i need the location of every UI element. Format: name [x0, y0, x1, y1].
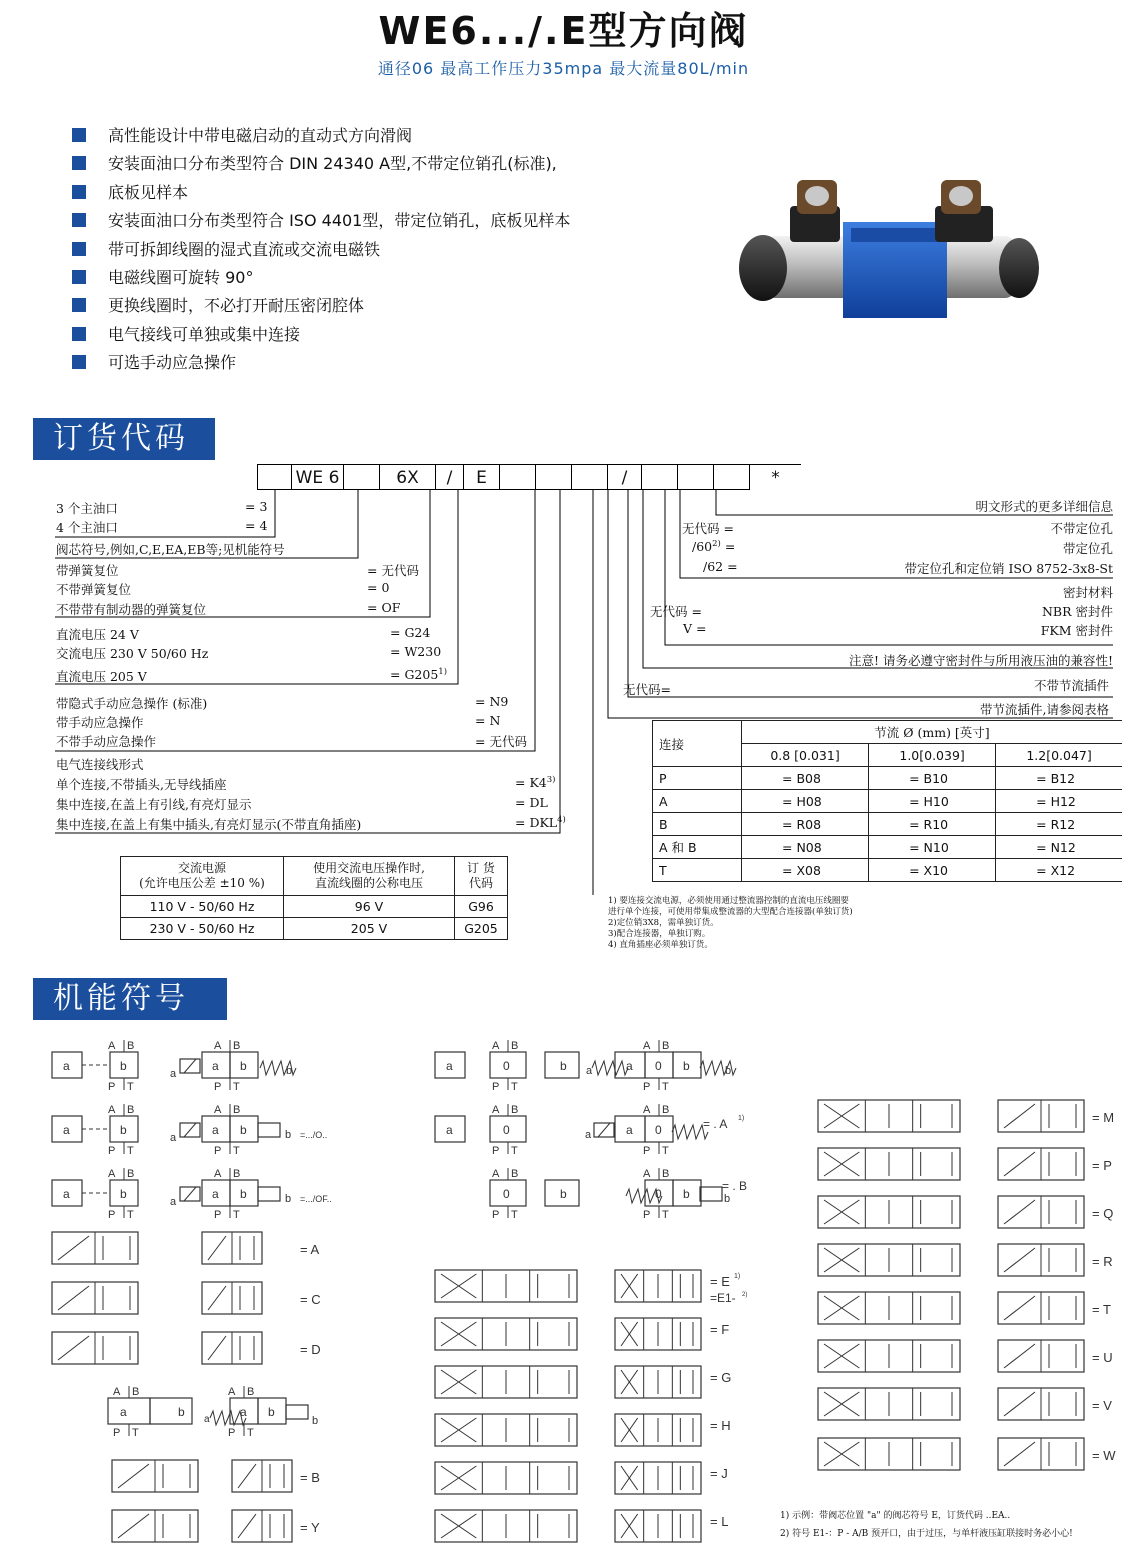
position-b-label: b	[560, 1059, 567, 1073]
no-throttle-label: 不带节流插件	[1033, 678, 1109, 693]
port-a-label: A	[492, 1104, 500, 1116]
symbol-label: b	[268, 1405, 275, 1419]
symbol-part	[208, 1236, 226, 1260]
port-b-label: B	[127, 1040, 135, 1052]
port-p-label: P	[108, 1081, 116, 1093]
variant-code: = T	[1092, 1302, 1111, 1317]
bullet-square-icon	[72, 128, 86, 142]
port-a-label: A	[108, 1104, 116, 1116]
page-subtitle: 通径06 最高工作压力35mpa 最大流量80L/min	[377, 59, 750, 78]
position-b-label: b	[120, 1123, 127, 1137]
order-option-code: = W230	[390, 644, 442, 659]
feature-text: 安装面油口分布类型符合 DIN 24340 A型,不带定位销孔(标准),	[108, 154, 557, 174]
symbol-part	[1004, 1344, 1035, 1368]
symbol-label: b	[683, 1059, 690, 1073]
symbol-part	[1004, 1152, 1035, 1176]
table-cell: = X12	[996, 859, 1122, 882]
position-b-label: b	[240, 1187, 247, 1201]
variant-code: = V	[1092, 1398, 1112, 1413]
order-option-label: 电气连接线形式	[56, 757, 144, 772]
position-a-label: a	[170, 1068, 177, 1080]
position-a-label: a	[63, 1059, 70, 1073]
port-a-label: A	[643, 1104, 651, 1116]
symbol-label: 0	[655, 1187, 662, 1201]
order-option-code: = OF	[367, 600, 401, 615]
symbol-part	[208, 1286, 226, 1310]
variant-code: = J	[710, 1466, 728, 1481]
variant-code: =.../OF..	[300, 1194, 332, 1204]
port-b-label: B	[511, 1168, 519, 1180]
feature-text: 电磁线圈可旋转 90°	[108, 268, 254, 287]
order-option-label: 集中连接,在盖上有引线,有亮灯显示	[56, 797, 252, 812]
table-cell: G96	[455, 896, 508, 918]
symbol-part	[1004, 1104, 1035, 1128]
variant-code: =.../O..	[300, 1130, 328, 1140]
superscript: 1)	[734, 1273, 741, 1280]
pin-none-code: 无代码 =	[682, 521, 734, 536]
order-option-label: 交流电压 230 V 50/60 Hz	[56, 646, 209, 661]
no-pin-label: 不带定位孔	[1050, 521, 1113, 536]
solenoid-icon	[184, 1123, 196, 1137]
variant-code: = D	[300, 1342, 321, 1357]
port-b-label: B	[662, 1040, 670, 1052]
table-cell: = B10	[869, 767, 996, 790]
symbol-part	[1004, 1248, 1035, 1272]
feature-text: 更换线圈时，不必打开耐压密闭腔体	[108, 296, 365, 316]
symbol-note-1: 1) 示例：带阀芯位置 "a" 的阀芯符号 E，订货代码 ..EA..	[780, 1511, 1011, 1521]
position-a-label: a	[204, 1414, 210, 1425]
pin-60-code: /60$^{2)}$ =	[692, 539, 736, 555]
superscript: 1)	[738, 1115, 745, 1122]
feature-item	[72, 207, 570, 235]
order-option-code: = $K4^{3)}$	[515, 775, 556, 791]
symbol-part	[238, 1514, 256, 1538]
nbr-label: NBR 密封件	[1041, 604, 1113, 619]
symbol-box	[108, 1398, 150, 1424]
position-b-label: b	[240, 1123, 247, 1137]
position-b-label: b	[286, 1065, 293, 1077]
table-cell: 205 V	[284, 918, 455, 940]
code-box	[499, 464, 535, 490]
port-b-label: B	[662, 1168, 670, 1180]
position-a-label: a	[63, 1123, 70, 1137]
feature-item	[72, 236, 380, 264]
variant-code: = H	[710, 1418, 731, 1433]
footnote: 进行单个连接，可使用带集成整流器的大型配合连接器(单独订货)	[608, 907, 853, 917]
table-cell: A	[653, 790, 742, 813]
valve-photo	[735, 178, 1040, 318]
symbol-box	[258, 1123, 280, 1137]
order-option-code: = N9	[475, 694, 509, 709]
table-cell: = N10	[869, 836, 996, 859]
feature-item	[72, 150, 557, 178]
port-a-label: A	[228, 1386, 236, 1398]
port-t-label: T	[662, 1081, 669, 1093]
port-t-label: T	[233, 1145, 240, 1157]
feature-text: 带可拆卸线圈的湿式直流或交流电磁铁	[108, 239, 381, 259]
bullet-square-icon	[72, 213, 86, 227]
throttle-header: 节流 Ø (mm) [英寸]	[742, 721, 1123, 744]
seal-material-label: 密封材料	[1062, 585, 1113, 600]
feature-text: 安装面油口分布类型符合 ISO 4401型，带定位销孔，底板见样本	[108, 211, 571, 231]
feature-item	[72, 179, 188, 207]
order-option-label: 4 个主油口	[56, 520, 118, 535]
port-b-label: B	[233, 1040, 241, 1052]
table-cell: T	[653, 859, 742, 882]
power-header-2: 使用交流电压操作时, 直流线圈的公称电压	[284, 857, 455, 896]
port-b-label: B	[247, 1386, 255, 1398]
variant-code: = W	[1092, 1448, 1116, 1463]
order-option-code: = N	[475, 713, 501, 728]
port-b-label: B	[132, 1386, 140, 1398]
port-b-label: B	[127, 1104, 135, 1116]
order-option-label: 直流电压 205 V	[56, 669, 147, 684]
order-option-label: 带手动应急操作	[56, 715, 144, 730]
port-t-label: T	[127, 1209, 134, 1221]
table-row	[653, 836, 1123, 859]
code-box: *	[749, 464, 801, 490]
solenoid-icon	[598, 1123, 610, 1137]
table-cell: = N08	[742, 836, 869, 859]
footnote: 2)定位销3X8，需单独订货。	[608, 918, 719, 928]
feature-item	[72, 264, 253, 292]
variant-code: = U	[1092, 1350, 1113, 1365]
port-t-label: T	[662, 1145, 669, 1157]
bullet-square-icon	[72, 355, 86, 369]
port-a-label: A	[113, 1386, 121, 1398]
port-p-label: P	[492, 1081, 500, 1093]
seal-note: 注意! 请务必遵守密封件与所用液压油的兼容性!	[848, 653, 1113, 668]
section-symbols-banner: 机能符号	[33, 978, 227, 1020]
power-supply-table	[120, 856, 508, 940]
port-p-label: P	[643, 1081, 651, 1093]
throttle-size: 0.8 [0.031]	[742, 744, 869, 767]
table-row	[653, 813, 1123, 836]
code-box: /	[435, 464, 463, 490]
position-a-label: a	[585, 1129, 592, 1141]
symbol-part	[118, 1464, 149, 1488]
order-option-code: = G24	[390, 625, 431, 640]
port-b-label: B	[233, 1168, 241, 1180]
throttle-table	[652, 720, 1122, 882]
order-option-label: 阀芯符号,例如,C,E,EA,EB等;见机能符号	[56, 542, 285, 557]
code-box	[641, 464, 677, 490]
more-info-label: 明文形式的更多详细信息	[975, 499, 1113, 514]
order-option-code: = 无代码	[367, 563, 419, 578]
code-box	[571, 464, 607, 490]
position-0-label: 0	[503, 1187, 510, 1201]
port-t-label: T	[127, 1081, 134, 1093]
port-t-label: T	[233, 1081, 240, 1093]
code-box: /	[607, 464, 641, 490]
symbol-part	[1004, 1392, 1035, 1416]
order-option-label: 不带带有制动器的弹簧复位	[56, 602, 207, 617]
seal-v-code: V =	[683, 621, 707, 636]
symbol-label: a	[120, 1405, 127, 1419]
symbol-box	[286, 1405, 308, 1419]
table-cell: G205	[455, 918, 508, 940]
position-a-label: a	[446, 1123, 453, 1137]
port-a-label: A	[108, 1040, 116, 1052]
spring-icon	[592, 1061, 628, 1075]
port-p-label: P	[108, 1145, 116, 1157]
port-t-label: T	[247, 1427, 254, 1439]
code-box: 6X	[379, 464, 435, 490]
solenoid-icon	[184, 1059, 196, 1073]
code-box: WE 6	[291, 464, 343, 490]
variant-code: = . A	[703, 1117, 728, 1131]
symbol-box	[150, 1398, 192, 1424]
throttle-none-code: 无代码=	[623, 682, 671, 697]
port-a-label: A	[492, 1040, 500, 1052]
table-cell: A 和 B	[653, 836, 742, 859]
table-cell: = X08	[742, 859, 869, 882]
symbol-label: a	[240, 1405, 247, 1419]
code-box	[713, 464, 749, 490]
position-b-label: b	[120, 1059, 127, 1073]
port-a-label: A	[643, 1168, 651, 1180]
code-box	[257, 464, 291, 490]
position-a-label: a	[626, 1059, 633, 1073]
port-a-label: A	[108, 1168, 116, 1180]
symbol-part	[238, 1464, 256, 1488]
seal-none-code: 无代码 =	[650, 604, 702, 619]
variant-code: = A	[300, 1242, 320, 1257]
table-cell: 96 V	[284, 896, 455, 918]
variant-code: = . B	[722, 1179, 748, 1193]
variant-code: = B	[300, 1470, 320, 1485]
position-a-label: a	[212, 1123, 219, 1137]
table-cell: 230 V - 50/60 Hz	[121, 918, 284, 940]
table-row	[653, 790, 1123, 813]
position-0-label: 0	[503, 1123, 510, 1137]
symbol-box	[700, 1187, 722, 1201]
order-option-label: 带弹簧复位	[56, 563, 119, 578]
port-t-label: T	[511, 1081, 518, 1093]
port-t-label: T	[511, 1145, 518, 1157]
order-option-label: 直流电压 24 V	[56, 627, 139, 642]
variant-code: = M	[1092, 1110, 1115, 1125]
symbol-label: 0	[655, 1059, 662, 1073]
bullet-square-icon	[72, 298, 86, 312]
port-p-label: P	[643, 1209, 651, 1221]
symbol-part	[58, 1336, 89, 1360]
variant-code: =E1-	[710, 1291, 736, 1305]
port-p-label: P	[228, 1427, 236, 1439]
code-box	[535, 464, 571, 490]
position-0-label: 0	[503, 1059, 510, 1073]
with-pin-label: 带定位孔	[1062, 541, 1113, 556]
table-cell: = R10	[869, 813, 996, 836]
table-cell: = R12	[996, 813, 1122, 836]
bullet-square-icon	[72, 327, 86, 341]
variant-code: = Q	[1092, 1206, 1114, 1221]
table-row	[121, 896, 508, 918]
table-cell: = B08	[742, 767, 869, 790]
symbol-part	[1004, 1442, 1035, 1466]
port-a-label: A	[643, 1040, 651, 1052]
symbol-part	[1004, 1200, 1035, 1224]
port-b-label: B	[511, 1104, 519, 1116]
position-b-label: b	[725, 1065, 732, 1077]
variant-code: = E	[710, 1274, 730, 1289]
order-option-label: 3 个主油口	[56, 501, 118, 516]
table-cell: = H12	[996, 790, 1122, 813]
table-row	[653, 767, 1123, 790]
feature-item	[72, 122, 412, 150]
variant-code: = C	[300, 1292, 321, 1307]
feature-text: 可选手动应急操作	[108, 353, 237, 373]
position-a-label: a	[170, 1132, 177, 1144]
port-p-label: P	[214, 1145, 222, 1157]
code-box	[677, 464, 713, 490]
port-t-label: T	[233, 1209, 240, 1221]
table-row	[653, 859, 1123, 882]
symbol-part	[58, 1236, 89, 1260]
symbol-label: b	[683, 1187, 690, 1201]
port-t-label: T	[511, 1209, 518, 1221]
port-a-label: A	[214, 1168, 222, 1180]
feature-text: 高性能设计中带电磁启动的直动式方向滑阀	[108, 126, 413, 145]
order-option-label: 不带手动应急操作	[56, 734, 157, 749]
pin-62-code: /62 =	[703, 559, 738, 574]
order-option-code: = 3	[245, 499, 268, 514]
footnote: 1) 要连接交流电源，必须使用通过整流器控制的直流电压线圈要	[608, 896, 849, 906]
symbol-label: b	[178, 1405, 185, 1419]
variant-code: = L	[710, 1514, 729, 1529]
table-cell: B	[653, 813, 742, 836]
throttle-size: 1.2[0.047]	[996, 744, 1122, 767]
symbol-label: 0	[655, 1123, 662, 1137]
order-option-code: = DL	[515, 795, 548, 810]
order-option-code: = 4	[245, 518, 268, 533]
symbol-label: a	[626, 1123, 633, 1137]
symbol-part	[118, 1514, 149, 1538]
port-a-label: A	[214, 1040, 222, 1052]
position-b-label: b	[285, 1129, 292, 1141]
conn-header: 连接	[653, 721, 742, 767]
order-option-code: = 无代码	[475, 734, 527, 749]
port-p-label: P	[214, 1209, 222, 1221]
position-a-label: a	[212, 1187, 219, 1201]
with-throttle-label: 带节流插件,请参阅表格	[980, 702, 1109, 717]
table-cell: = H10	[869, 790, 996, 813]
order-option-label: 集中连接,在盖上有集中插头,有亮灯显示(不带直角插座)	[56, 817, 362, 832]
table-cell: = N12	[996, 836, 1122, 859]
throttle-size: 1.0[0.039]	[869, 744, 996, 767]
order-option-code: = 0	[367, 580, 390, 595]
port-p-label: P	[492, 1209, 500, 1221]
position-a-label: a	[212, 1059, 219, 1073]
port-t-label: T	[662, 1209, 669, 1221]
valve-symbol-diagrams	[0, 1020, 1127, 1550]
position-b-label: b	[120, 1187, 127, 1201]
table-cell: = H08	[742, 790, 869, 813]
port-a-label: A	[214, 1104, 222, 1116]
feature-item	[72, 349, 236, 377]
feature-item	[72, 292, 364, 320]
port-b-label: B	[127, 1168, 135, 1180]
footnote: 3)配合连接器，单独订购。	[608, 929, 711, 939]
variant-code: = G	[710, 1370, 732, 1385]
table-cell: = X10	[869, 859, 996, 882]
feature-item	[72, 321, 300, 349]
solenoid-icon	[184, 1187, 196, 1201]
table-row	[121, 918, 508, 940]
variant-code: = F	[710, 1322, 730, 1337]
position-a-label: a	[63, 1187, 70, 1201]
symbol-part	[1004, 1296, 1035, 1320]
with-pin-iso-label: 带定位孔和定位销 ISO 8752-3x8-St	[904, 561, 1113, 576]
port-t-label: T	[132, 1427, 139, 1439]
superscript: 2)	[742, 1292, 748, 1298]
position-a-label: a	[586, 1065, 593, 1077]
bullet-square-icon	[72, 242, 86, 256]
port-b-label: B	[233, 1104, 241, 1116]
position-a-label: a	[170, 1196, 177, 1208]
code-box: E	[463, 464, 499, 490]
page-title: WE6.../.E型方向阀	[378, 9, 749, 53]
order-option-label: 单个连接,不带插头,无导线插座	[56, 777, 227, 792]
feature-text: 底板见样本	[108, 182, 189, 202]
position-b-label: b	[240, 1059, 247, 1073]
table-cell: P	[653, 767, 742, 790]
power-header-3: 订 货 代码	[455, 857, 508, 896]
bullet-square-icon	[72, 185, 86, 199]
port-b-label: B	[662, 1104, 670, 1116]
footnote: 4) 直角插座必须单独订货。	[608, 940, 713, 950]
symbol-note-2: 2) 符号 E1-：P - A/B 预开口，由于过压，与单杆液压缸联接时务必小心!	[780, 1529, 1073, 1539]
port-b-label: B	[511, 1040, 519, 1052]
port-t-label: T	[127, 1145, 134, 1157]
port-p-label: P	[113, 1427, 121, 1439]
bullet-square-icon	[72, 156, 86, 170]
variant-code: = P	[1092, 1158, 1112, 1173]
port-p-label: P	[643, 1145, 651, 1157]
port-a-label: A	[492, 1168, 500, 1180]
table-cell: = B12	[996, 767, 1122, 790]
order-option-label: 带隐式手动应急操作 (标准)	[56, 696, 208, 711]
power-header-1: 交流电源 (允许电压公差 ±10 %)	[121, 857, 284, 896]
order-option-code: = $DKL^{4)}$	[515, 815, 566, 831]
table-cell: 110 V - 50/60 Hz	[121, 896, 284, 918]
port-p-label: P	[108, 1209, 116, 1221]
position-b-label: b	[285, 1193, 292, 1205]
order-footnotes	[608, 896, 853, 951]
variant-code: = R	[1092, 1254, 1113, 1269]
symbol-part	[208, 1336, 226, 1360]
section-order-banner: 订货代码	[33, 418, 215, 460]
bullet-square-icon	[72, 270, 86, 284]
position-b-label: b	[724, 1193, 731, 1205]
order-option-code: = $G205^{1)}$	[390, 667, 448, 683]
port-p-label: P	[214, 1081, 222, 1093]
position-a-label: a	[446, 1059, 453, 1073]
table-cell: = R08	[742, 813, 869, 836]
position-b-label: b	[560, 1187, 567, 1201]
order-option-label: 不带弹簧复位	[56, 582, 132, 597]
symbol-part	[58, 1286, 89, 1310]
code-box	[343, 464, 379, 490]
port-p-label: P	[492, 1145, 500, 1157]
feature-text: 电气接线可单独或集中连接	[108, 324, 301, 344]
symbol-box	[258, 1187, 280, 1201]
fkm-label: FKM 密封件	[1040, 623, 1113, 638]
variant-code: = Y	[300, 1520, 320, 1535]
position-b-label: b	[312, 1415, 319, 1427]
